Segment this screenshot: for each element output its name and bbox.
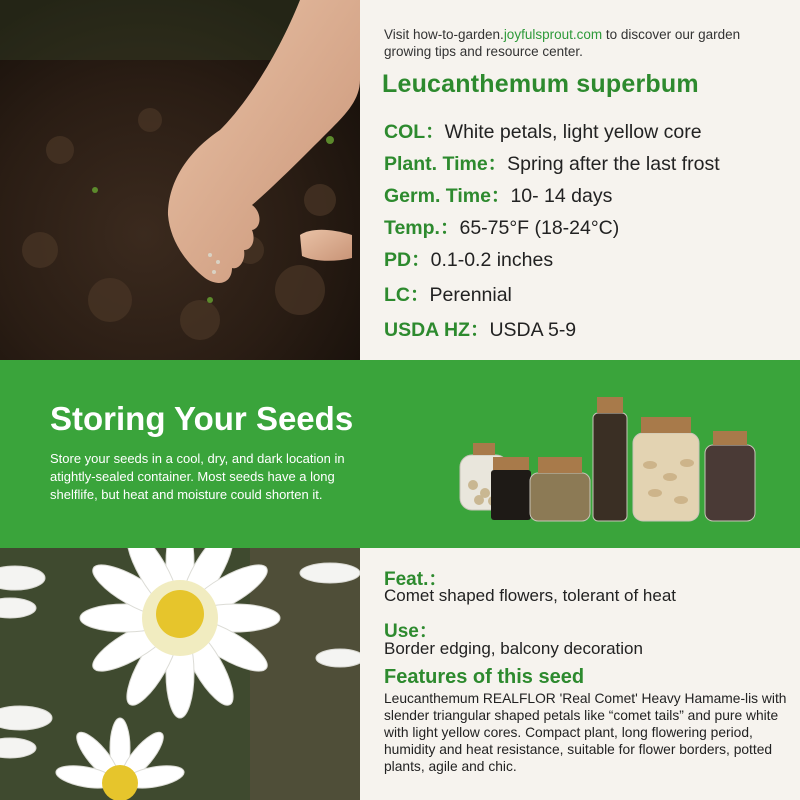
- visit-prefix: Visit how-to-garden.: [384, 27, 504, 42]
- info-row-life-cycle: [384, 279, 512, 309]
- row-label: Temp.：: [384, 217, 460, 239]
- visit-suffix: to discover our garden growing tips and resource center.: [384, 27, 741, 59]
- info-row-color: [384, 116, 702, 146]
- soil-hand-photo: [0, 0, 360, 360]
- row-label: USDA HZ：: [384, 319, 490, 341]
- row-label: PD：: [384, 249, 431, 271]
- use-value: Border edging, balcony decoration: [384, 639, 643, 658]
- daisy-illustration: [0, 548, 360, 800]
- soil-illustration: [0, 0, 360, 360]
- row-value: Perennial: [429, 284, 512, 306]
- row-value: USDA 5-9: [489, 319, 577, 341]
- row-value: 0.1-0.2 inches: [430, 249, 554, 271]
- seed-features-text: Leucanthemum REALFLOR 'Real Comet' Heavy Hamame-lis with slender triangular shaped petals like “comet tails” and pure white with light yellow cores. Compact plant, long flowering period, humidity and heat resistance, suitable for flower borders, potted plants, agile and chic.: [384, 691, 787, 774]
- info-row-hardiness-zone: [384, 314, 576, 344]
- row-value: White petals, light yellow core: [444, 121, 702, 143]
- storing-seeds-banner: [0, 360, 800, 548]
- info-row-temperature: [384, 212, 619, 242]
- features-panel: [360, 548, 800, 800]
- row-label: Germ. Time：: [384, 185, 511, 207]
- visit-notice: [384, 26, 784, 60]
- info-row-planting-depth: [384, 244, 553, 274]
- seed-jars-image: [455, 385, 765, 525]
- daisy-flower-photo: [0, 548, 360, 800]
- row-value: Spring after the last frost: [507, 153, 720, 175]
- row-label: LC：: [384, 284, 430, 306]
- site-link[interactable]: joyfulsprout.com: [503, 27, 603, 42]
- seed-features-heading: Features of this seed: [384, 666, 585, 688]
- info-row-plant-time: [384, 148, 720, 178]
- use-label: Use：: [384, 621, 438, 642]
- row-value: 10- 14 days: [510, 185, 613, 207]
- info-row-germ-time: [384, 180, 612, 210]
- feat-label: Feat.：: [384, 569, 448, 590]
- row-value: 65-75°F (18-24°C): [459, 217, 620, 239]
- storing-text: Store your seeds in a cool, dry, and dark location in atightly-sealed container. Most seeds have a long shelflife, but heat and moisture could shorten it.: [50, 451, 345, 502]
- storing-title: Storing Your Seeds: [50, 400, 354, 437]
- feat-value: Comet shaped flowers, tolerant of heat: [384, 586, 676, 605]
- row-label: Plant. Time：: [384, 153, 508, 175]
- plant-name: Leucanthemum superbum: [382, 70, 699, 98]
- row-label: COL：: [384, 121, 445, 143]
- plant-info-panel: [360, 0, 800, 360]
